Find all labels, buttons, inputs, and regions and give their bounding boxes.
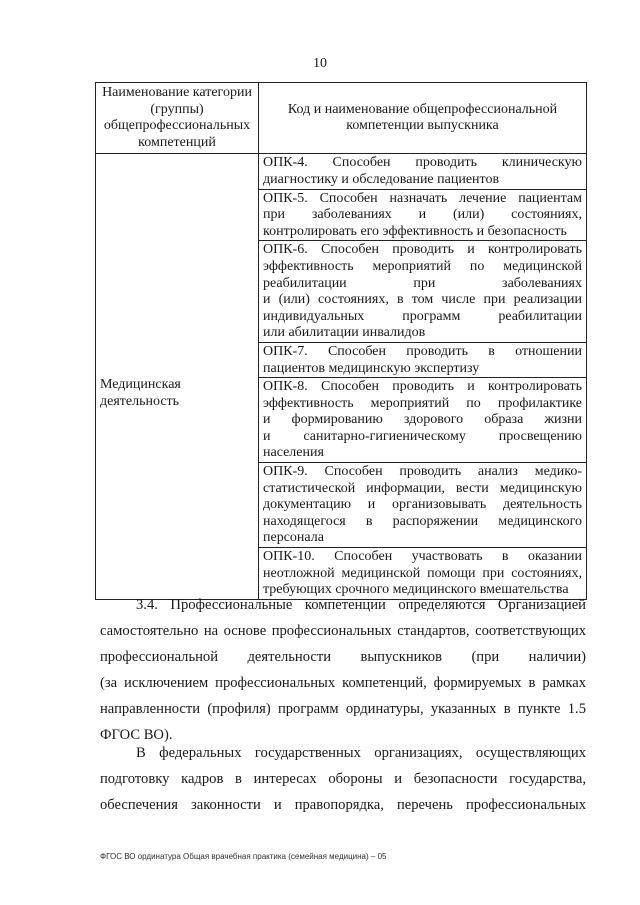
competency-line: персонала <box>263 530 324 546</box>
competency-cell <box>259 154 587 189</box>
competency-line: ОПК-6. Способен проводить и контролировать <box>263 242 582 258</box>
header-competency: Код и наименование общепрофессиональной компетенции выпускника <box>259 83 587 154</box>
competency-line: статистической информации, вести медицинскую <box>263 480 582 496</box>
competency-line: и формированию здорового образа жизни <box>263 412 582 428</box>
competency-line: эффективность мероприятий по профилактике <box>263 395 582 411</box>
competency-line: при заболеваниях и (или) состояниях, <box>263 207 582 223</box>
paragraph-line: самостоятельно на основе профессиональных стандартов, соответствующих <box>100 623 586 639</box>
paragraph-line: 3.4. Профессиональные компетенции определяются Организацией <box>136 597 586 613</box>
competency-line: реабилитации при заболеваниях <box>263 275 582 291</box>
paragraph-line: профессиональной деятельности выпускников (при наличии) <box>100 649 586 665</box>
competency-line: требующих срочного медицинского вмешательства <box>263 582 569 598</box>
competencies-table <box>95 82 587 600</box>
paragraph-line: направленности (профиля) программ ординатуры, указанных в пункте 1.5 <box>100 701 586 717</box>
competency-line: ОПК-5. Способен назначать лечение пациентам <box>263 190 582 206</box>
category-cell <box>96 154 259 599</box>
paragraph-federal-orgs <box>100 740 586 818</box>
competency-cell <box>259 342 587 377</box>
competency-cell <box>259 378 587 463</box>
competency-line: и санитарно-гигиеническому просвещению <box>263 428 582 444</box>
table-header-row <box>96 83 587 154</box>
competency-line: ОПК-7. Способен проводить в отношении <box>263 343 582 359</box>
paragraph-line: (за исключением профессиональных компетенций, формируемых в рамках <box>100 675 586 691</box>
competency-line: или абилитации инвалидов <box>263 325 426 341</box>
paragraph-line: ФГОС ВО). <box>100 727 173 743</box>
competency-cell <box>259 189 587 241</box>
competency-line: и (или) состояниях, в том числе при реализации <box>263 292 582 308</box>
paragraph-line: В федеральных государственных организациях, осуществляющих <box>136 745 586 761</box>
page-footer: ФГОС ВО ординатура Общая врачебная практика (семейная медицина) – 05 <box>100 852 387 861</box>
competency-line: находящегося в распоряжении медицинского <box>263 513 582 529</box>
page-number: 10 <box>313 56 327 71</box>
competency-line: населения <box>263 445 324 461</box>
competency-line: индивидуальных программ реабилитации <box>263 308 582 324</box>
competency-line: диагностику и обследование пациентов <box>263 171 500 187</box>
header-category: Наименование категории (группы) общепрофессиональных компетенций <box>96 83 259 154</box>
competency-line: ОПК-8. Способен проводить и контролировать <box>263 379 582 395</box>
competency-line: контролировать его эффективность и безопасность <box>263 223 567 239</box>
paragraph-line: обеспечения законности и правопорядка, перечень профессиональных <box>100 797 586 813</box>
competency-cell <box>259 463 587 548</box>
competency-line: пациентов медицинскую экспертизу <box>263 360 480 376</box>
category-label: Медицинская деятельность <box>100 377 181 409</box>
competency-cell <box>259 241 587 343</box>
competency-line: эффективность мероприятий по медицинской <box>263 258 582 274</box>
paragraph-3-4 <box>100 592 586 748</box>
competency-line: ОПК-4. Способен проводить клиническую <box>263 155 582 171</box>
competency-line: ОПК-9. Способен проводить анализ медико- <box>263 464 582 480</box>
table-body <box>96 154 587 599</box>
competency-line: ОПК-10. Способен участвовать в оказании <box>263 549 582 565</box>
table-row <box>96 154 587 189</box>
competency-line: документацию и организовывать деятельность <box>263 497 582 513</box>
paragraph-line: подготовку кадров в интересах обороны и безопасности государства, <box>100 771 586 787</box>
competency-line: неотложной медицинской помощи при состояниях, <box>263 565 582 581</box>
